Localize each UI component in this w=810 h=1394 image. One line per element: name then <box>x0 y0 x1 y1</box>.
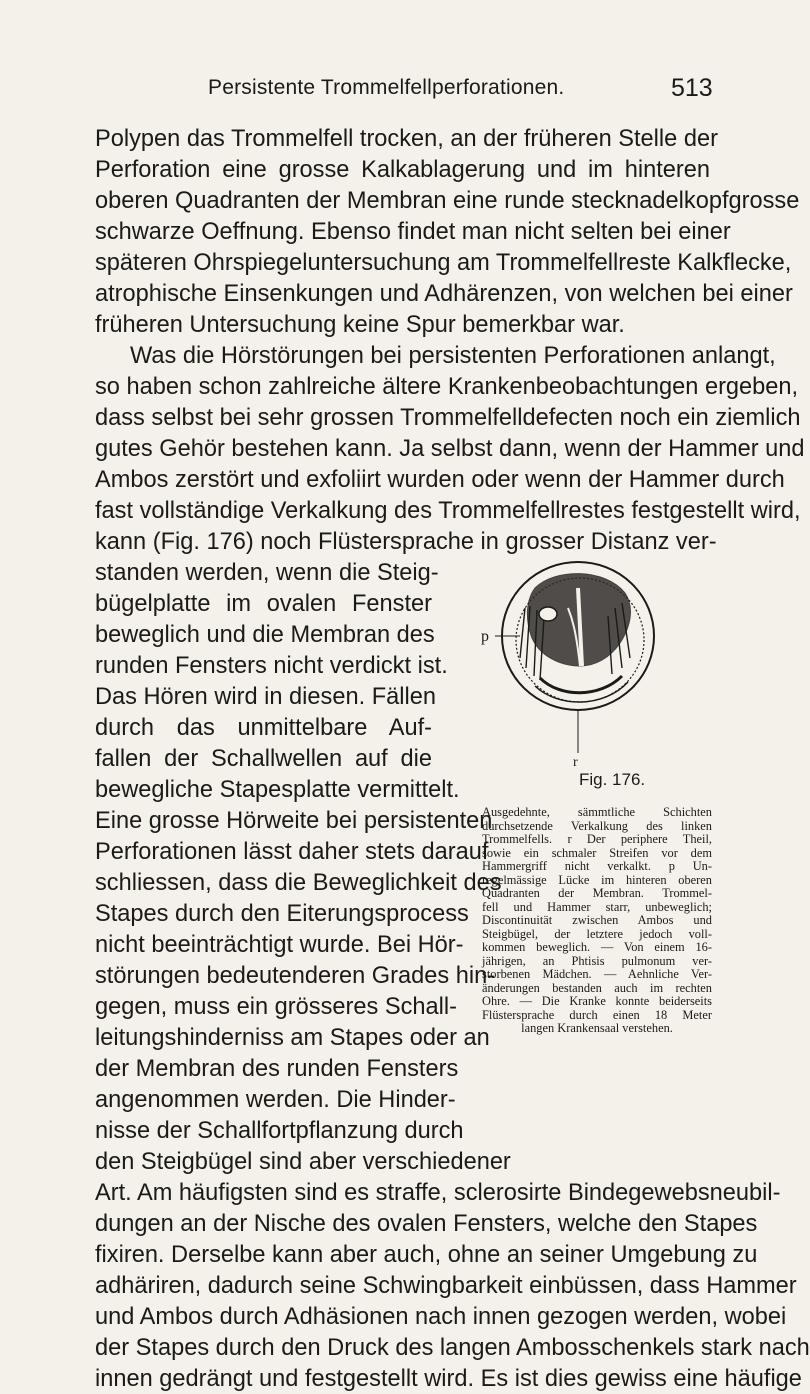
legend-line: Discontinuität zwischen Ambos und <box>482 913 712 927</box>
figure-legend <box>482 806 712 1036</box>
text-line: nisse der Schallfortpflanzung durch <box>95 1118 464 1144</box>
text-line: schliessen, dass die Beweglichkeit des <box>95 870 502 896</box>
text-line: Perforation eine grosse Kalkablagerung und im hinteren <box>95 157 710 183</box>
text-line: angenommen werden. Die Hinder- <box>95 1087 456 1113</box>
legend-line: Steigbügel, der letztere jedoch voll- <box>482 926 712 941</box>
label-r: r <box>573 755 578 770</box>
text-line: späteren Ohrspiegeluntersuchung am Trommelfellreste Kalkflecke, <box>95 250 792 276</box>
text-line: Perforationen lässt daher stets darauf <box>95 839 489 865</box>
text-line: innen gedrängt und festgestellt wird. Es ist dies gewiss eine häufige <box>95 1366 802 1392</box>
text-line: Eine grosse Hörweite bei persistenten <box>95 808 493 834</box>
legend-line: storbenen Mädchen. — Aehnliche Ver- <box>482 967 712 981</box>
perforation-hole <box>539 607 557 621</box>
legend-line: Ohre. — Die Kranke konnte beiderseits <box>482 994 712 1008</box>
text-line: gutes Gehör bestehen kann. Ja selbst dann, wenn der Hammer und <box>95 436 805 462</box>
text-line: störungen bedeutenderen Grades hin- <box>95 963 496 989</box>
text-line: Ambos zerstört und exfoliirt wurden oder wenn der Hammer durch <box>95 467 785 493</box>
text-line: durch das unmittelbare Auf- <box>95 715 432 741</box>
running-title: Persistente Trommelfellperforationen. <box>208 76 565 99</box>
text-line: adhäriren, dadurch seine Schwingbarkeit einbüssen, dass Hammer <box>95 1273 797 1299</box>
text-line: Was die Hörstörungen bei persistenten Perforationen anlangt, <box>130 343 776 369</box>
text-line: so haben schon zahlreiche ältere Krankenbeobachtungen ergeben, <box>95 374 799 400</box>
text-line: gegen, muss ein grösseres Schall- <box>95 994 457 1020</box>
text-line: bügelplatte im ovalen Fenster <box>95 591 432 617</box>
legend-line: Flüstersprache durch einen 18 Meter <box>482 1007 712 1022</box>
text-line: Art. Am häufigsten sind es straffe, sclerosirte Bindegewebsneubil- <box>95 1180 781 1206</box>
running-header <box>0 76 801 106</box>
text-line: der Stapes durch den Druck des langen Ambosschenkels stark nach <box>95 1335 810 1361</box>
legend-line: jährigen, an Phtisis pulmonum ver- <box>482 953 712 968</box>
text-line: kann (Fig. 176) noch Flüstersprache in grosser Distanz ver- <box>95 529 717 555</box>
text-line: schwarze Oeffnung. Ebenso findet man nicht selten bei einer <box>95 219 731 245</box>
text-line: der Membran des runden Fensters <box>95 1056 459 1082</box>
legend-line: kommen beweglich. — Von einem 16- <box>482 940 712 954</box>
eardrum-illustration <box>440 548 710 768</box>
legend-line: Hammergriff nicht verkalkt. p Un- <box>482 859 712 873</box>
text-line: nicht beeinträchtigt wurde. Bei Hör- <box>95 932 464 958</box>
text-line: und Ambos durch Adhäsionen nach innen gezogen werden, wobei <box>95 1304 787 1330</box>
text-line: Das Hören wird in diesen. Fällen <box>95 684 436 710</box>
legend-line: regelmässige Lücke im hinteren oberen <box>482 872 712 887</box>
legend-line: durchsetzende Verkalkung des linken <box>482 818 712 833</box>
legend-line: änderungen bestanden auch im rechten <box>482 980 712 995</box>
figure-176 <box>440 548 710 810</box>
text-line: fast vollständige Verkalkung des Trommelfellrestes festgestellt wird, <box>95 498 801 524</box>
lower-arc <box>540 676 622 693</box>
legend-line: Trommelfells. r Der periphere Theil, <box>482 832 712 846</box>
text-line: dungen an der Nische des ovalen Fensters, welche den Stapes <box>95 1211 758 1237</box>
legend-line: sowie ein schmaler Streifen vor dem <box>482 845 712 860</box>
text-line: fixiren. Derselbe kann aber auch, ohne an seiner Umgebung zu <box>95 1242 758 1268</box>
text-line: leitungshinderniss am Stapes oder an <box>95 1025 490 1051</box>
text-line: oberen Quadranten der Membran eine runde stecknadelkopfgrosse <box>95 188 800 214</box>
legend-line: langen Krankensaal verstehen. <box>521 1021 673 1035</box>
text-line: den Steigbügel sind aber verschiedener <box>95 1149 511 1175</box>
text-line: standen werden, wenn die Steig- <box>95 560 439 586</box>
text-line: bewegliche Stapesplatte vermittelt. <box>95 777 460 803</box>
text-line: fallen der Schallwellen auf die <box>95 746 432 772</box>
figure-caption: Fig. 176. <box>579 770 646 789</box>
text-line: früheren Untersuchung keine Spur bemerkbar war. <box>95 312 625 338</box>
page-number: 513 <box>671 74 713 102</box>
text-line: Polypen das Trommelfell trocken, an der früheren Stelle der <box>95 126 718 152</box>
text-line: atrophische Einsenkungen und Adhärenzen, von welchen bei einer <box>95 281 793 307</box>
legend-line: Ausgedehnte, sämmtliche Schichten <box>482 805 712 819</box>
label-p: p <box>481 628 489 645</box>
text-line: dass selbst bei sehr grossen Trommelfelldefecten noch ein ziemlich <box>95 405 801 431</box>
text-line: runden Fensters nicht verdickt ist. <box>95 653 448 679</box>
text-line: beweglich und die Membran des <box>95 622 435 648</box>
text-line: Stapes durch den Eiterungsprocess <box>95 901 469 927</box>
legend-line: fell und Hammer starr, unbeweglich; <box>482 899 712 914</box>
legend-line: Quadranten der Membran. Trommel- <box>482 886 712 900</box>
